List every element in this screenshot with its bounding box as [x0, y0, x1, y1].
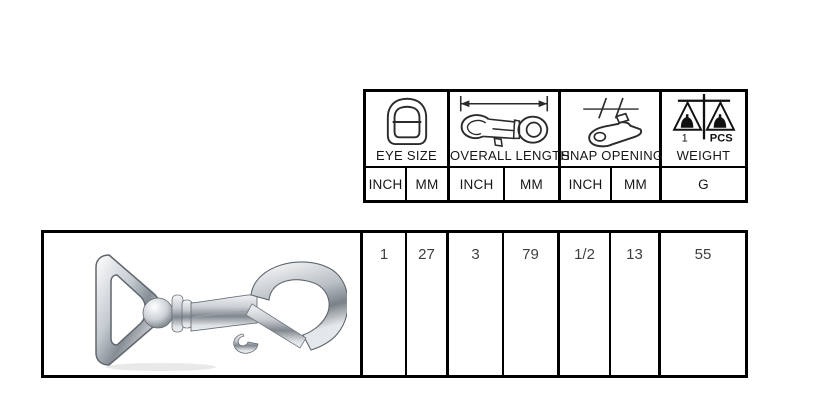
- product-photo-cell: [44, 233, 363, 375]
- unit-eye-size-inch: INCH: [366, 168, 407, 200]
- header-col-weight: [662, 92, 745, 168]
- value-weight-g: 55: [694, 246, 712, 263]
- value-overall-length-inch: 3: [449, 233, 504, 375]
- product-image: [91, 251, 347, 373]
- value-snap-opening-inch: 1/2: [560, 233, 611, 375]
- snap-opening-icon: [561, 95, 659, 148]
- overall-length-icon: [450, 95, 558, 148]
- header-col-eye-size: [366, 92, 450, 168]
- spec-header-table: [363, 89, 748, 203]
- value-eye-size-inch: 1: [363, 233, 407, 375]
- value-overall-length-mm: 79: [504, 233, 560, 375]
- header-label-eye-size: EYE SIZE: [376, 148, 437, 163]
- header-col-overall-length: [450, 92, 571, 168]
- spec-values-table: [41, 230, 748, 378]
- weight-left-pan-label: 1: [681, 131, 688, 144]
- header-label-weight: WEIGHT: [676, 148, 731, 163]
- unit-overall-length-inch: INCH: [450, 168, 505, 200]
- unit-snap-opening-mm: MM: [612, 168, 662, 200]
- value-eye-size-mm: 27: [407, 233, 449, 375]
- unit-overall-length-mm: MM: [505, 168, 561, 200]
- value-snap-opening-mm: 13: [611, 233, 661, 375]
- unit-eye-size-mm: MM: [407, 168, 450, 200]
- weight-right-pan-label: PCS: [709, 131, 733, 144]
- unit-weight-g: G: [698, 176, 709, 192]
- eye-size-icon: [366, 95, 447, 148]
- header-col-snap-opening: [561, 92, 662, 168]
- weight-scale-icon: [662, 95, 745, 148]
- unit-snap-opening-inch: INCH: [561, 168, 612, 200]
- header-label-snap-opening: SNAP OPENING: [561, 148, 664, 163]
- header-label-overall-length: OVERALL LENGTH: [450, 148, 571, 163]
